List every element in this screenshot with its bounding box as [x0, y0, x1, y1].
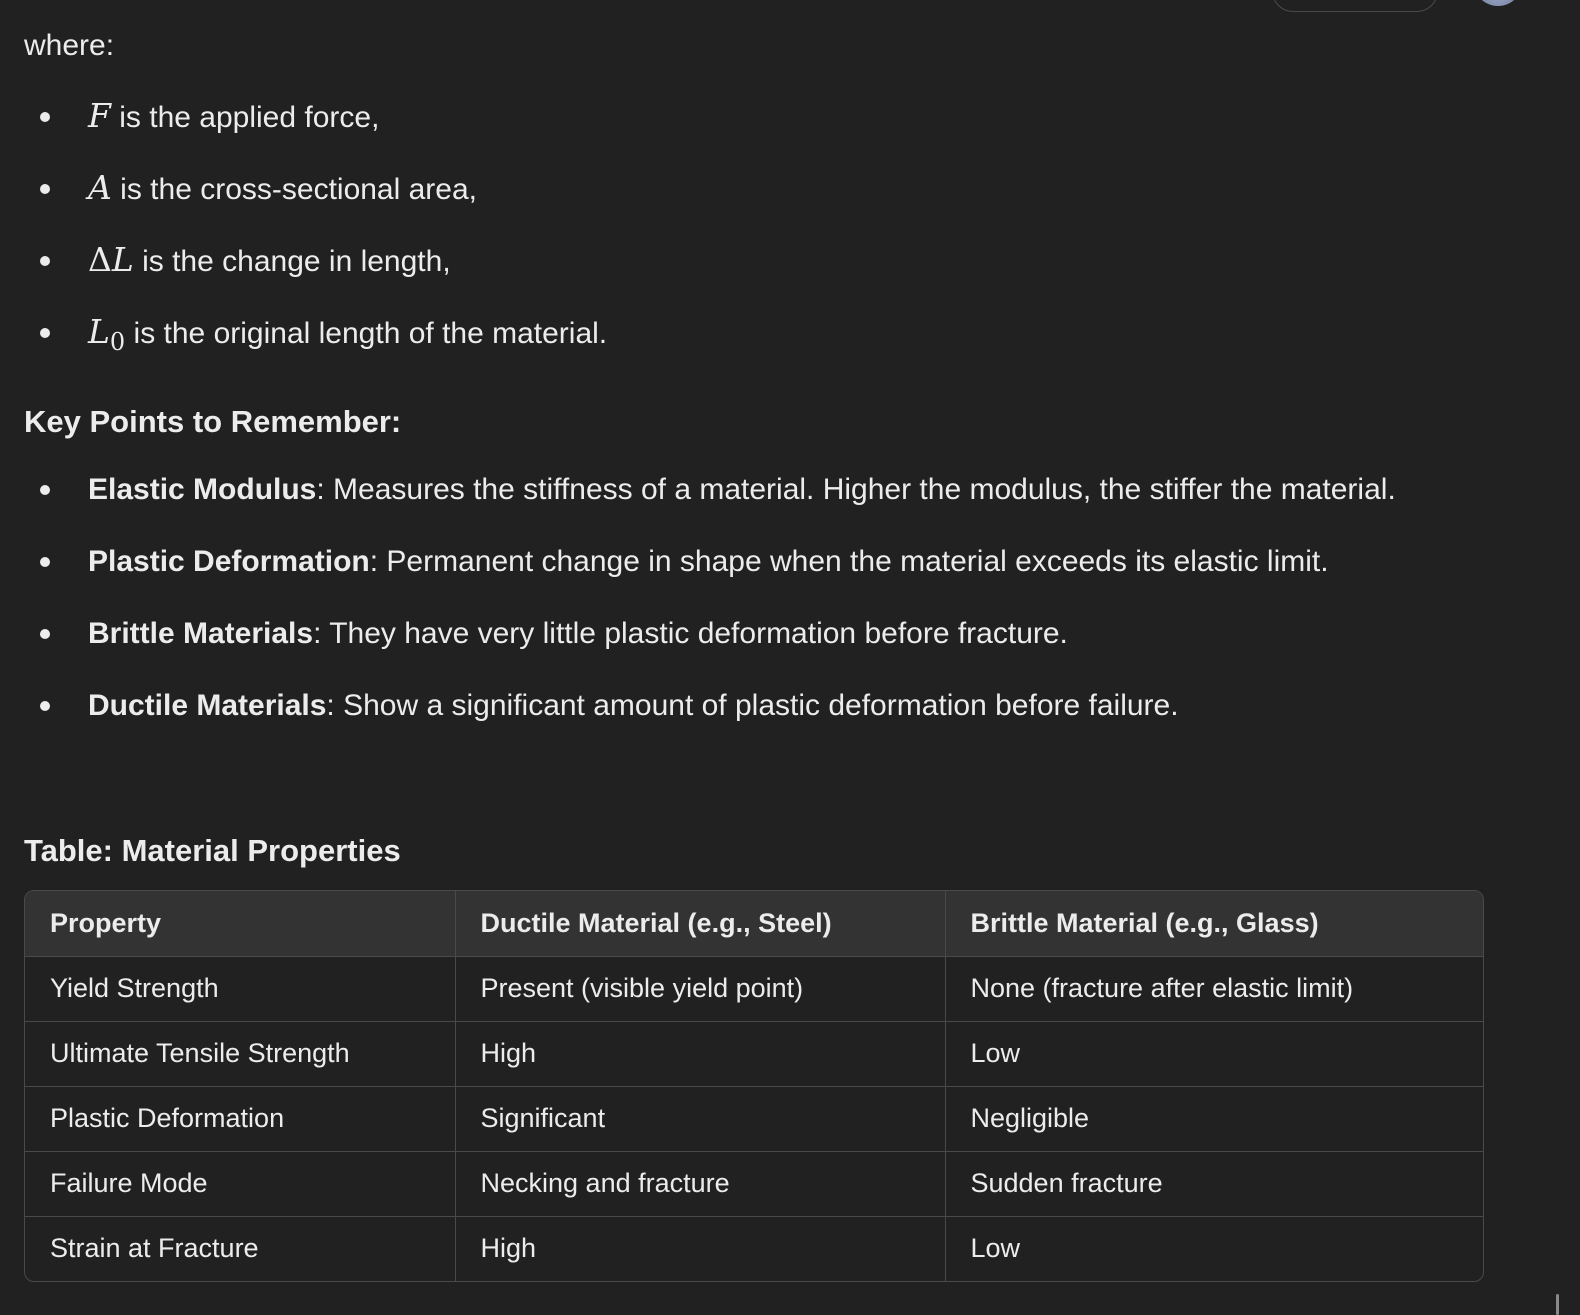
- table-cell: Ultimate Tensile Strength: [25, 1021, 455, 1086]
- table-cell: Failure Mode: [25, 1151, 455, 1216]
- table-cell: Present (visible yield point): [455, 956, 945, 1021]
- list-item: [24, 534, 1444, 590]
- table-cell: Strain at Fracture: [25, 1216, 455, 1281]
- table-row: [25, 1216, 1483, 1281]
- bullet-icon: [40, 701, 50, 711]
- column-header: Ductile Material (e.g., Steel): [455, 891, 945, 956]
- math-variable: F: [88, 96, 111, 135]
- table-row: [25, 956, 1483, 1021]
- top-action-pill[interactable]: [1272, 0, 1438, 12]
- bullet-icon: [40, 112, 50, 122]
- variable-description: is the original length of the material.: [125, 317, 608, 350]
- key-term: Ductile Materials: [88, 689, 327, 722]
- key-term: Elastic Modulus: [88, 473, 317, 506]
- table-cell: Significant: [455, 1086, 945, 1151]
- key-points-heading: Key Points to Remember:: [24, 404, 402, 439]
- list-item: [24, 312, 607, 384]
- bullet-icon: [40, 328, 50, 338]
- bullet-icon: [40, 184, 50, 194]
- list-item: [24, 168, 607, 240]
- table-cell: Yield Strength: [25, 956, 455, 1021]
- table-cell: Low: [970, 1233, 1021, 1264]
- math-symbol: [88, 312, 126, 356]
- table-row: [25, 1021, 1483, 1086]
- variable-list: [24, 96, 607, 384]
- table-cell: High: [455, 1216, 945, 1281]
- avatar[interactable]: [1474, 0, 1522, 6]
- math-symbol: [88, 240, 134, 279]
- table-header-row: [25, 891, 1483, 956]
- column-header: Property: [25, 891, 455, 956]
- key-points-list: [24, 470, 1444, 758]
- key-term: Plastic Deformation: [88, 545, 370, 578]
- table-row: [25, 1086, 1483, 1151]
- variable-description: is the change in length,: [133, 245, 451, 278]
- variable-description: is the cross-sectional area,: [111, 173, 477, 206]
- table-cell: Plastic Deformation: [25, 1086, 455, 1151]
- list-item: [24, 678, 1444, 734]
- table-cell: High: [455, 1021, 945, 1086]
- table-cell: Negligible: [945, 1086, 1483, 1151]
- key-text: : Measures the stiffness of a material. Higher the modulus, the stiffer the material.: [316, 473, 1396, 506]
- math-variable: L: [111, 240, 134, 279]
- table-cell: None (fracture after elastic limit): [945, 956, 1483, 1021]
- column-header: Brittle Material (e.g., Glass): [945, 891, 1483, 956]
- math-prefix: Δ: [88, 240, 112, 279]
- math-variable: L: [88, 312, 110, 351]
- bullet-icon: [40, 256, 50, 266]
- list-item: [24, 96, 607, 168]
- table-cell: Low: [945, 1021, 1483, 1086]
- table-cell: Necking and fracture: [455, 1151, 945, 1216]
- bullet-icon: [40, 557, 50, 567]
- material-properties-table: [24, 890, 1484, 1282]
- scrollbar-thumb[interactable]: [1556, 1294, 1559, 1315]
- key-text: : They have very little plastic deformation before fracture.: [313, 617, 1068, 650]
- key-term: Brittle Materials: [88, 617, 314, 650]
- table-row: [25, 1151, 1483, 1216]
- list-item: [24, 606, 1444, 662]
- table-heading: Table: Material Properties: [24, 833, 401, 868]
- intro-text: where:: [24, 29, 115, 62]
- variable-description: is the applied force,: [110, 101, 380, 134]
- key-text: : Permanent change in shape when the material exceeds its elastic limit.: [369, 545, 1329, 578]
- bullet-icon: [40, 485, 50, 495]
- bullet-icon: [40, 629, 50, 639]
- math-variable: A: [88, 168, 112, 207]
- list-item: [24, 462, 1444, 518]
- math-symbol: [88, 168, 112, 207]
- math-symbol: [88, 96, 111, 135]
- key-text: : Show a significant amount of plastic deformation before failure.: [326, 689, 1179, 722]
- math-subscript: 0: [109, 328, 126, 356]
- list-item: [24, 240, 607, 312]
- table-cell: Sudden fracture: [945, 1151, 1483, 1216]
